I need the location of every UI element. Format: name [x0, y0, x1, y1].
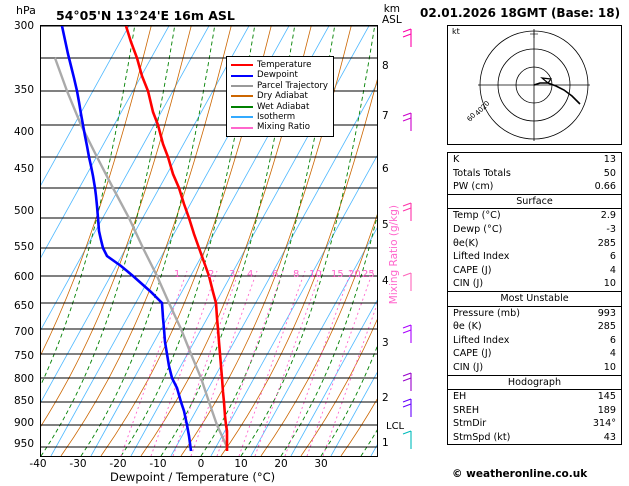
temp-tick: -10: [149, 458, 167, 470]
row-value: 993: [597, 307, 616, 319]
pressure-tick: 400: [13, 126, 34, 138]
temp-tick: 10: [234, 458, 248, 470]
row-label: Totals Totals: [453, 167, 511, 179]
mixing-ratio-tick: 20: [348, 269, 361, 280]
pressure-tick: 300: [13, 20, 34, 32]
pressure-tick: 650: [13, 300, 34, 312]
row-value: 145: [597, 391, 616, 403]
hodo-ring-label: 40: [473, 105, 486, 118]
row-label: PW (cm): [453, 181, 494, 193]
table-row: [448, 361, 621, 375]
pressure-tick: 600: [13, 271, 34, 283]
row-label: StmSpd (kt): [453, 431, 511, 443]
legend-swatch-isotherm: [231, 116, 253, 118]
legend-swatch-dry-adiabat: [231, 95, 253, 97]
km-tick: 5: [382, 219, 389, 231]
table-row: [448, 334, 621, 348]
chart-legend: [226, 56, 334, 137]
legend-label: Temperature: [257, 60, 312, 70]
row-value: 13: [603, 154, 616, 165]
legend-label: Parcel Trajectory: [257, 80, 328, 91]
temp-tick: 30: [314, 458, 328, 470]
row-label: Pressure (mb): [453, 307, 520, 319]
forecast-date-header: 02.01.2026 18GMT (Base: 18): [420, 6, 621, 20]
pressure-tick: 700: [13, 326, 34, 338]
pressure-tick: 750: [13, 350, 34, 362]
pressure-tick: 350: [13, 84, 34, 96]
row-label: Temp (°C): [453, 210, 501, 222]
pressure-tick: 550: [13, 241, 34, 253]
table-row: [448, 223, 621, 237]
mixing-ratio-axis-title: Mixing Ratio (g/kg): [388, 205, 400, 305]
x-axis-title: Dewpoint / Temperature (°C): [110, 470, 276, 484]
table-row: [448, 404, 621, 418]
row-value: 2.9: [600, 210, 616, 222]
row-label: θe (K): [453, 321, 482, 333]
row-value: 10: [603, 361, 616, 373]
km-tick: 6: [382, 163, 389, 175]
table-row: [448, 264, 621, 278]
table-row: [448, 180, 621, 194]
hodo-ring-label: 60: [465, 111, 478, 124]
row-label: CAPE (J): [453, 264, 492, 276]
row-label: K: [453, 154, 460, 165]
hodograph-box: [447, 25, 622, 145]
table-row: [448, 390, 621, 404]
legend-item: [231, 122, 328, 132]
table-row: [448, 237, 621, 251]
mixing-ratio-tick: 10: [309, 269, 322, 280]
km-tick: 3: [382, 337, 389, 349]
legend-label: Dewpoint: [257, 70, 298, 81]
pressure-axis-label: hPa: [16, 4, 36, 17]
row-label: CIN (J): [453, 278, 484, 290]
pressure-tick: 900: [13, 417, 34, 429]
table-row: [448, 250, 621, 264]
hodo-ring-label: 20: [479, 99, 492, 112]
mixing-ratio-tick: 6: [272, 269, 279, 280]
mixing-ratio-tick: 8: [293, 269, 300, 280]
table-section-header: Hodograph: [448, 375, 621, 391]
pressure-tick: 800: [13, 373, 34, 385]
km-tick: 7: [382, 110, 389, 122]
table-section-header: Most Unstable: [448, 291, 621, 307]
copyright-credit: © weatheronline.co.uk: [452, 468, 588, 480]
legend-swatch-mixing-ratio: [231, 127, 253, 129]
temp-tick: -30: [69, 458, 87, 470]
legend-label: Wet Adiabat: [257, 101, 310, 112]
legend-item: [231, 112, 328, 122]
mixing-ratio-tick: 15: [331, 269, 344, 280]
legend-swatch-dewpoint: [231, 75, 253, 77]
legend-label: Isotherm: [257, 112, 296, 123]
mixing-ratio-tick: 3: [229, 269, 236, 280]
row-value: 6: [609, 251, 616, 263]
table-row: [448, 431, 621, 445]
row-label: CIN (J): [453, 361, 484, 373]
pressure-tick: 450: [13, 163, 34, 175]
lcl-label: LCL: [386, 421, 405, 432]
legend-item: [231, 102, 328, 112]
row-value: 50: [603, 167, 616, 179]
row-value: 6: [609, 334, 616, 346]
pressure-tick: 950: [13, 438, 34, 450]
hodograph-trace: [534, 83, 580, 104]
row-label: EH: [453, 391, 467, 403]
legend-swatch-temperature: [231, 64, 253, 66]
row-value: 285: [597, 237, 616, 249]
legend-item: [231, 81, 328, 91]
row-value: 189: [597, 404, 616, 416]
row-label: StmDir: [453, 418, 487, 430]
table-row: [448, 347, 621, 361]
temp-tick: 0: [197, 458, 205, 470]
table-row: [448, 417, 621, 431]
km-tick: 1: [382, 437, 389, 449]
row-value: 10: [603, 278, 616, 290]
row-value: 4: [609, 348, 616, 360]
hodograph-units-label: kt: [452, 27, 460, 36]
legend-item: [231, 70, 328, 80]
indices-table: [447, 152, 622, 445]
legend-item: [231, 60, 328, 70]
station-title: 54°05'N 13°24'E 16m ASL: [56, 8, 235, 23]
skewt-plot-area: [40, 25, 378, 457]
km-tick: 8: [382, 60, 389, 72]
temp-tick: 20: [274, 458, 288, 470]
legend-swatch-parcel: [231, 85, 253, 87]
pressure-tick: 850: [13, 395, 34, 407]
temp-tick: -20: [109, 458, 127, 470]
row-label: θe(K): [453, 237, 479, 249]
legend-item: [231, 91, 328, 101]
table-row: [448, 167, 621, 181]
row-value: 4: [609, 264, 616, 276]
legend-swatch-wet-adiabat: [231, 106, 253, 108]
table-row: [448, 320, 621, 334]
table-row: [448, 153, 621, 167]
row-label: Lifted Index: [453, 251, 510, 263]
mixing-ratio-tick: 1: [174, 269, 181, 280]
row-value: 285: [597, 321, 616, 333]
row-label: CAPE (J): [453, 348, 492, 360]
mixing-ratio-tick: 2: [208, 269, 215, 280]
row-value: 43: [603, 431, 616, 443]
row-label: Dewp (°C): [453, 223, 503, 235]
mixing-ratio-tick: 25: [362, 269, 375, 280]
km-tick: 4: [382, 275, 389, 287]
row-value: 314°: [592, 418, 616, 430]
table-row: [448, 307, 621, 321]
km-axis-label: km ASL: [382, 3, 402, 26]
legend-label: Mixing Ratio: [257, 122, 310, 133]
table-row: [448, 277, 621, 291]
row-label: SREH: [453, 404, 480, 416]
row-value: -3: [606, 223, 616, 235]
hodograph-svg: [448, 26, 621, 144]
temp-tick: -40: [29, 458, 47, 470]
km-tick: 2: [382, 392, 389, 404]
pressure-tick: 500: [13, 205, 34, 217]
table-row: [448, 209, 621, 223]
mixing-ratio-tick: 4: [247, 269, 254, 280]
row-value: 0.66: [594, 181, 616, 193]
row-label: Lifted Index: [453, 334, 510, 346]
legend-label: Dry Adiabat: [257, 91, 308, 102]
table-section-header: Surface: [448, 194, 621, 210]
